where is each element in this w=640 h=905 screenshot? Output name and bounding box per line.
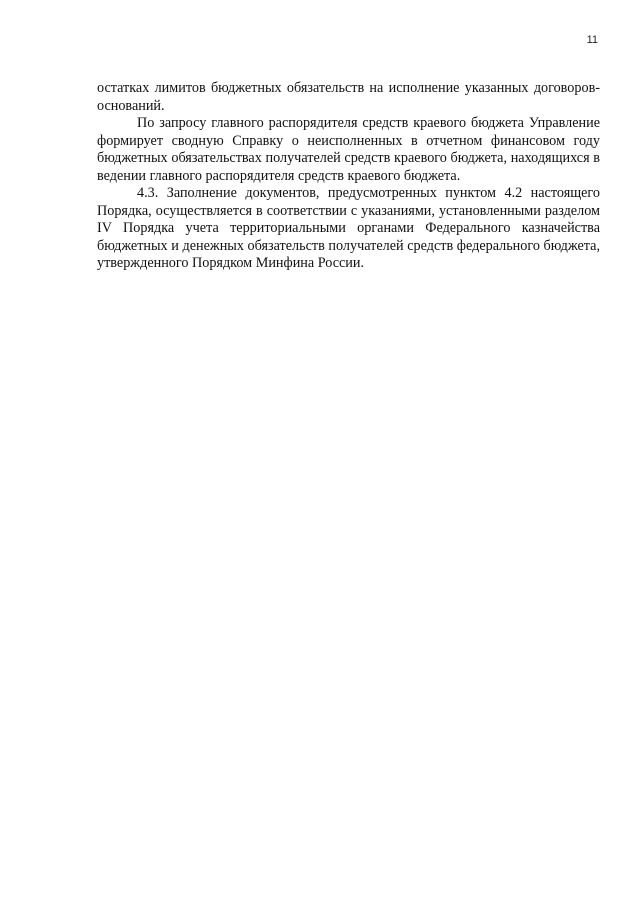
paragraph-continuation: остатках лимитов бюджетных обязательств на исполнение указанных договоров-оснований.	[97, 80, 600, 114]
page-number: 11	[586, 34, 598, 46]
paragraph-summary-request: По запросу главного распорядителя средств краевого бюджета Управление формирует сводную Справку о неисполненных в отчетном финансовом году бюджетных обязательствах получателей средств краевого бюджета, находящихся в ведении главного распорядителя средств краевого бюджета.	[97, 115, 600, 184]
document-body	[97, 80, 600, 273]
paragraph-4-3: 4.3. Заполнение документов, предусмотренных пунктом 4.2 настоящего Порядка, осуществляется в соответствии с указаниями, установленными разделом IV Порядка учета территориальными органами Федерального казначейства бюджетных и денежных обязательств получателей средств федерального бюджета, утвержденного Порядком Минфина России.	[97, 185, 600, 271]
